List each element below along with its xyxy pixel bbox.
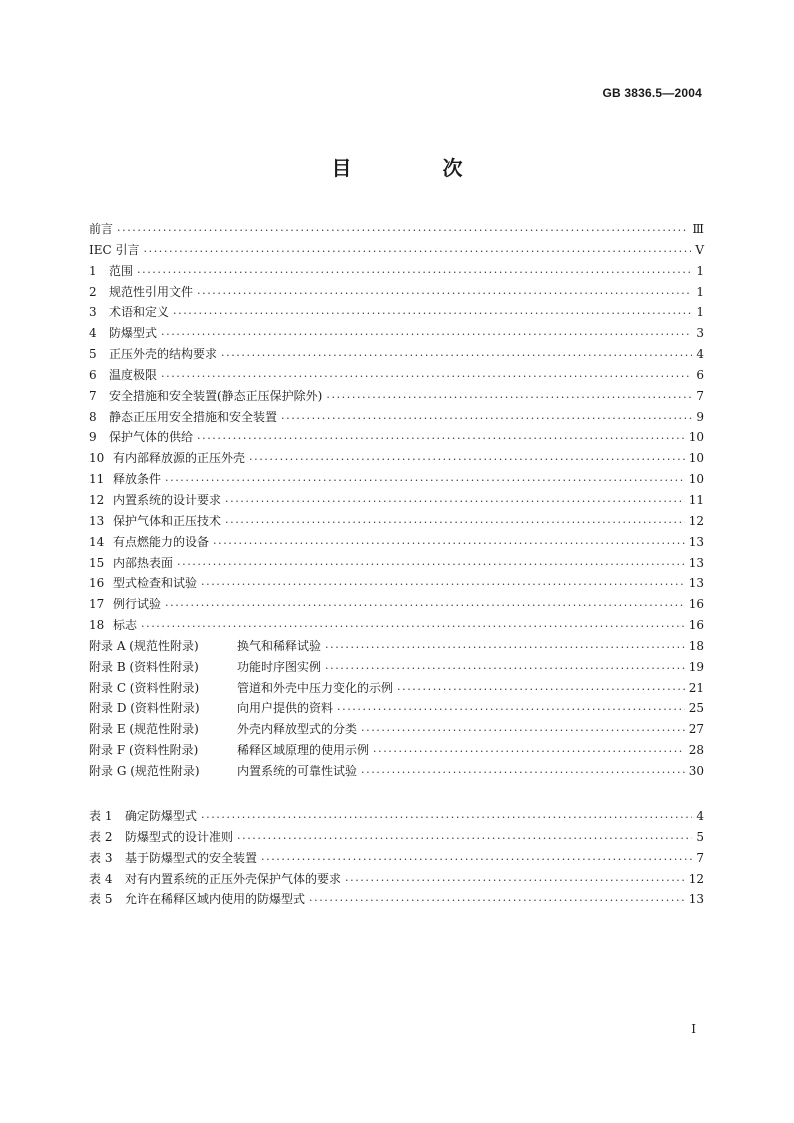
toc-entry-title: 对有内置系统的正压外壳保护气体的要求 bbox=[125, 871, 342, 886]
table-entry[interactable] bbox=[89, 869, 704, 890]
toc-entry-label bbox=[89, 282, 197, 303]
toc-entry-label bbox=[89, 761, 361, 782]
toc-entry[interactable] bbox=[89, 386, 704, 407]
toc-entry-number: 表 3 bbox=[89, 850, 113, 865]
toc-entry[interactable] bbox=[89, 740, 704, 761]
toc-entry-label bbox=[89, 678, 397, 699]
toc-entry-label bbox=[89, 469, 165, 490]
toc-entry-title: IEC 引言 bbox=[89, 242, 140, 257]
toc-entry-number: 附录 G (规范性附录) bbox=[89, 763, 200, 778]
dot-leader bbox=[345, 871, 685, 883]
toc-entry-page: 16 bbox=[688, 597, 704, 612]
toc-entry-number: 6 bbox=[89, 367, 97, 382]
toc-entry-title: 确定防爆型式 bbox=[125, 809, 198, 823]
toc-entry-number: 12 bbox=[89, 492, 105, 507]
dot-leader bbox=[337, 700, 685, 712]
toc-entry-title: 型式检查和试验 bbox=[113, 576, 198, 591]
toc-entry-page: 10 bbox=[688, 472, 704, 487]
toc-entry-number: 9 bbox=[89, 430, 97, 445]
toc-entry-page: 1 bbox=[696, 263, 704, 278]
toc-entry-title: 正压外壳的结构要求 bbox=[109, 347, 218, 362]
toc-entry-page: 13 bbox=[688, 576, 704, 591]
dot-leader bbox=[281, 409, 692, 421]
toc-entry-number: 10 bbox=[89, 451, 105, 466]
toc-entry-number: 附录 D (资料性附录) bbox=[89, 701, 200, 716]
toc-entry[interactable] bbox=[89, 573, 704, 594]
toc-entry-label bbox=[89, 657, 325, 678]
toc-entry-title: 安全措施和安全装置(静态正压保护除外) bbox=[109, 388, 323, 403]
toc-entry-number: 2 bbox=[89, 284, 97, 299]
toc-entry-page: 21 bbox=[688, 680, 704, 695]
toc-entry-label bbox=[89, 365, 161, 386]
toc-entry-title: 内置系统的可靠性试验 bbox=[237, 763, 358, 778]
toc-entry-page: 6 bbox=[696, 367, 704, 382]
dot-leader bbox=[225, 513, 685, 525]
toc-entry-page: 9 bbox=[696, 409, 704, 424]
toc-entry-label bbox=[89, 615, 141, 636]
toc-entry-page: 13 bbox=[688, 892, 704, 907]
toc-entry-page: 16 bbox=[688, 618, 704, 633]
toc-entry-label bbox=[89, 594, 165, 615]
toc-entry-label bbox=[89, 386, 326, 407]
toc-entry[interactable] bbox=[89, 469, 704, 490]
toc-entry-title: 管道和外壳中压力变化的示例 bbox=[237, 680, 394, 695]
toc-entry[interactable] bbox=[89, 553, 704, 574]
dot-leader bbox=[201, 575, 685, 587]
toc-entry-label bbox=[89, 636, 325, 657]
toc-entry[interactable] bbox=[89, 282, 704, 303]
dot-leader bbox=[165, 471, 685, 483]
toc-entry-number: 附录 F (资料性附录) bbox=[89, 743, 199, 758]
toc-entry-title: 允许在稀释区域内使用的防爆型式 bbox=[125, 892, 306, 907]
toc-entry-title: 防爆型式的设计准则 bbox=[125, 829, 234, 844]
toc-entry-label bbox=[89, 848, 261, 869]
toc-entry-page: 4 bbox=[696, 809, 704, 823]
toc-entry-title: 稀释区域原理的使用示例 bbox=[237, 743, 370, 758]
dot-leader bbox=[141, 617, 685, 629]
toc-entry-title: 保护气体的供给 bbox=[109, 430, 194, 445]
toc-entry-title: 换气和稀释试验 bbox=[237, 638, 322, 653]
page-number: I bbox=[691, 1022, 696, 1036]
toc-entry-label bbox=[89, 889, 309, 910]
toc-entry-title: 保护气体和正压技术 bbox=[113, 513, 222, 528]
table-entry[interactable] bbox=[89, 848, 704, 869]
toc-entry-number: 18 bbox=[89, 618, 105, 633]
toc-entry-label bbox=[89, 698, 337, 719]
toc-entry-page: 10 bbox=[688, 430, 704, 445]
toc-entry-number: 表 1 bbox=[89, 809, 113, 823]
toc-entry-title: 基于防爆型式的安全装置 bbox=[125, 850, 258, 865]
toc-entry-title: 内部热表面 bbox=[113, 555, 174, 570]
toc-entry-title: 功能时序图实例 bbox=[237, 659, 322, 674]
dot-leader bbox=[325, 659, 685, 671]
toc-entry[interactable] bbox=[89, 719, 704, 740]
toc-entry-page: 10 bbox=[688, 451, 704, 466]
toc-entry[interactable] bbox=[89, 532, 704, 553]
dot-leader bbox=[361, 721, 685, 733]
toc-entry-number: 17 bbox=[89, 597, 105, 612]
toc-entry-page: 19 bbox=[688, 659, 704, 674]
toc-entry-label bbox=[89, 240, 144, 261]
toc-entry-page: 3 bbox=[696, 326, 704, 341]
dot-leader bbox=[161, 367, 692, 379]
toc-entry[interactable] bbox=[89, 698, 704, 719]
toc-entry-number: 11 bbox=[89, 472, 105, 487]
toc-entry-page: 28 bbox=[688, 743, 704, 758]
dot-leader bbox=[373, 742, 685, 754]
toc-entry-title: 外壳内释放型式的分类 bbox=[237, 722, 358, 737]
toc-entry[interactable] bbox=[89, 615, 704, 636]
standard-code: GB 3836.5—2004 bbox=[602, 86, 702, 100]
toc-entry[interactable] bbox=[89, 261, 704, 282]
toc-entry-page: 25 bbox=[688, 701, 704, 716]
toc-entry-number: 附录 A (规范性附录) bbox=[89, 638, 199, 653]
toc-entry-title: 例行试验 bbox=[113, 597, 162, 612]
table-of-contents bbox=[89, 219, 704, 782]
toc-entry-label bbox=[89, 719, 361, 740]
dot-leader bbox=[326, 388, 692, 400]
toc-entry[interactable] bbox=[89, 657, 704, 678]
toc-entry-number: 1 bbox=[89, 263, 97, 278]
toc-entry-page: Ⅲ bbox=[692, 222, 704, 236]
toc-entry[interactable] bbox=[89, 407, 704, 428]
toc-entry[interactable] bbox=[89, 302, 704, 323]
dot-leader bbox=[201, 808, 692, 820]
toc-entry-title: 规范性引用文件 bbox=[109, 284, 194, 299]
toc-entry-number: 表 4 bbox=[89, 871, 113, 886]
toc-entry-page: 7 bbox=[696, 388, 704, 403]
toc-entry[interactable] bbox=[89, 365, 704, 386]
list-of-tables bbox=[89, 806, 704, 910]
toc-entry[interactable] bbox=[89, 678, 704, 699]
toc-entry-label bbox=[89, 427, 197, 448]
toc-entry[interactable] bbox=[89, 240, 704, 261]
toc-entry[interactable] bbox=[89, 427, 704, 448]
toc-entry-number: 附录 B (资料性附录) bbox=[89, 659, 199, 674]
dot-leader bbox=[173, 304, 692, 316]
toc-entry-title: 内置系统的设计要求 bbox=[113, 492, 222, 507]
toc-entry-page: 12 bbox=[688, 871, 704, 886]
dot-leader bbox=[197, 284, 692, 296]
toc-entry-number: 5 bbox=[89, 347, 97, 362]
toc-entry[interactable] bbox=[89, 761, 704, 782]
toc-entry-page: Ⅴ bbox=[695, 242, 704, 257]
toc-entry-page: 12 bbox=[688, 513, 704, 528]
dot-leader bbox=[225, 492, 685, 504]
toc-entry[interactable] bbox=[89, 511, 704, 532]
toc-entry-page: 5 bbox=[696, 829, 704, 844]
dot-leader bbox=[309, 891, 685, 903]
toc-entry[interactable] bbox=[89, 594, 704, 615]
toc-entry-number: 7 bbox=[89, 388, 97, 403]
toc-entry-label bbox=[89, 827, 237, 848]
toc-entry-title: 有点燃能力的设备 bbox=[113, 534, 210, 549]
toc-entry-page: 11 bbox=[688, 492, 704, 507]
toc-entry-title: 有内部释放源的正压外壳 bbox=[113, 451, 246, 466]
toc-entry-number: 14 bbox=[89, 534, 105, 549]
table-entry[interactable] bbox=[89, 806, 704, 827]
toc-entry-label bbox=[89, 869, 345, 890]
table-entry[interactable] bbox=[89, 889, 704, 910]
toc-entry-label bbox=[89, 740, 373, 761]
toc-entry[interactable] bbox=[89, 448, 704, 469]
dot-leader bbox=[117, 221, 688, 233]
toc-entry-page: 1 bbox=[696, 284, 704, 299]
dot-leader bbox=[325, 638, 685, 650]
toc-entry-label bbox=[89, 344, 221, 365]
toc-entry-page: 13 bbox=[688, 534, 704, 549]
toc-entry-page: 18 bbox=[688, 638, 704, 653]
dot-leader bbox=[221, 346, 692, 358]
toc-entry-number: 13 bbox=[89, 513, 105, 528]
dot-leader bbox=[237, 829, 692, 841]
toc-entry[interactable] bbox=[89, 490, 704, 511]
toc-entry-number: 8 bbox=[89, 409, 97, 424]
toc-entry-title: 范围 bbox=[109, 263, 134, 278]
toc-entry-label bbox=[89, 511, 225, 532]
toc-entry-label bbox=[89, 553, 177, 574]
dot-leader bbox=[137, 263, 692, 275]
toc-entry-title: 温度极限 bbox=[109, 367, 158, 382]
dot-leader bbox=[144, 242, 692, 254]
dot-leader bbox=[397, 680, 685, 692]
toc-entry-title: 前言 bbox=[89, 222, 114, 236]
dot-leader bbox=[249, 450, 685, 462]
toc-entry-label bbox=[89, 448, 249, 469]
toc-entry-page: 7 bbox=[696, 850, 704, 865]
toc-entry-label bbox=[89, 806, 201, 827]
dot-leader bbox=[177, 555, 685, 567]
toc-entry-title: 静态正压用安全措施和安全装置 bbox=[109, 409, 278, 424]
dot-leader bbox=[165, 596, 685, 608]
toc-entry-number: 3 bbox=[89, 305, 97, 320]
toc-entry-title: 向用户提供的资料 bbox=[237, 701, 334, 716]
toc-entry-label bbox=[89, 407, 281, 428]
dot-leader bbox=[161, 325, 692, 337]
toc-entry-page: 13 bbox=[688, 555, 704, 570]
toc-entry-page: 27 bbox=[688, 722, 704, 737]
dot-leader bbox=[213, 534, 685, 546]
toc-entry-label bbox=[89, 490, 225, 511]
toc-entry-label bbox=[89, 302, 173, 323]
toc-entry-number: 4 bbox=[89, 326, 97, 341]
toc-entry-number: 附录 C (资料性附录) bbox=[89, 680, 200, 695]
table-entry[interactable] bbox=[89, 827, 704, 848]
page-title: 目 次 bbox=[331, 156, 505, 180]
toc-entry[interactable] bbox=[89, 636, 704, 657]
toc-entry-label bbox=[89, 219, 117, 240]
toc-entry-label bbox=[89, 532, 213, 553]
toc-entry[interactable] bbox=[89, 344, 704, 365]
toc-entry-label bbox=[89, 261, 137, 282]
toc-entry-page: 4 bbox=[696, 347, 704, 362]
toc-entry-title: 术语和定义 bbox=[109, 305, 170, 320]
toc-entry-number: 15 bbox=[89, 555, 105, 570]
dot-leader bbox=[261, 850, 692, 862]
dot-leader bbox=[197, 429, 685, 441]
toc-entry-title: 标志 bbox=[113, 618, 138, 633]
toc-entry-number: 表 2 bbox=[89, 829, 113, 844]
toc-entry[interactable] bbox=[89, 219, 704, 240]
toc-entry-page: 1 bbox=[696, 305, 704, 320]
toc-entry-number: 表 5 bbox=[89, 892, 113, 907]
toc-entry-title: 释放条件 bbox=[113, 472, 162, 487]
toc-entry-page: 30 bbox=[688, 763, 704, 778]
toc-entry-number: 附录 E (规范性附录) bbox=[89, 722, 199, 737]
toc-entry-number: 16 bbox=[89, 576, 105, 591]
dot-leader bbox=[361, 763, 685, 775]
toc-entry-title: 防爆型式 bbox=[109, 326, 158, 341]
toc-entry[interactable] bbox=[89, 323, 704, 344]
toc-entry-label bbox=[89, 323, 161, 344]
toc-entry-label bbox=[89, 573, 201, 594]
